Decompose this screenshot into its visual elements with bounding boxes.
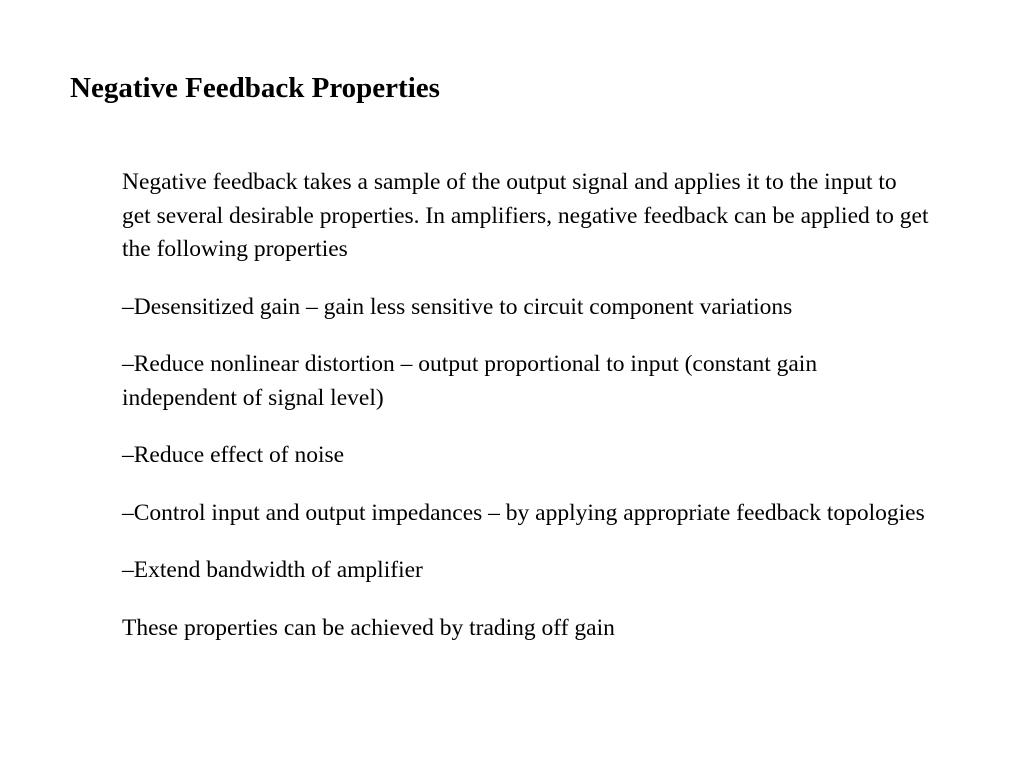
closing-paragraph: These properties can be achieved by trading off gain (122, 614, 615, 641)
intro-paragraph: Negative feedback takes a sample of the output signal and applies it to the input to get several desirable properties. In amplifiers, negative feedback can be applied to get the following properties (122, 169, 929, 262)
bullet-noise: –Reduce effect of noise (122, 442, 345, 468)
slide-body (122, 166, 930, 669)
bullet-nonlinear-distortion: –Reduce nonlinear distortion – output proportional to input (constant gain independent of signal level) (122, 351, 818, 411)
bullet-impedances: –Control input and output impedances – by applying appropriate feedback topologies (122, 499, 925, 526)
bullet-bandwidth: –Extend bandwidth of amplifier (122, 557, 423, 583)
bullet-desensitized-gain: –Desensitized gain – gain less sensitive to circuit component variations (122, 293, 793, 320)
slide-title: Negative Feedback Properties (70, 72, 440, 104)
